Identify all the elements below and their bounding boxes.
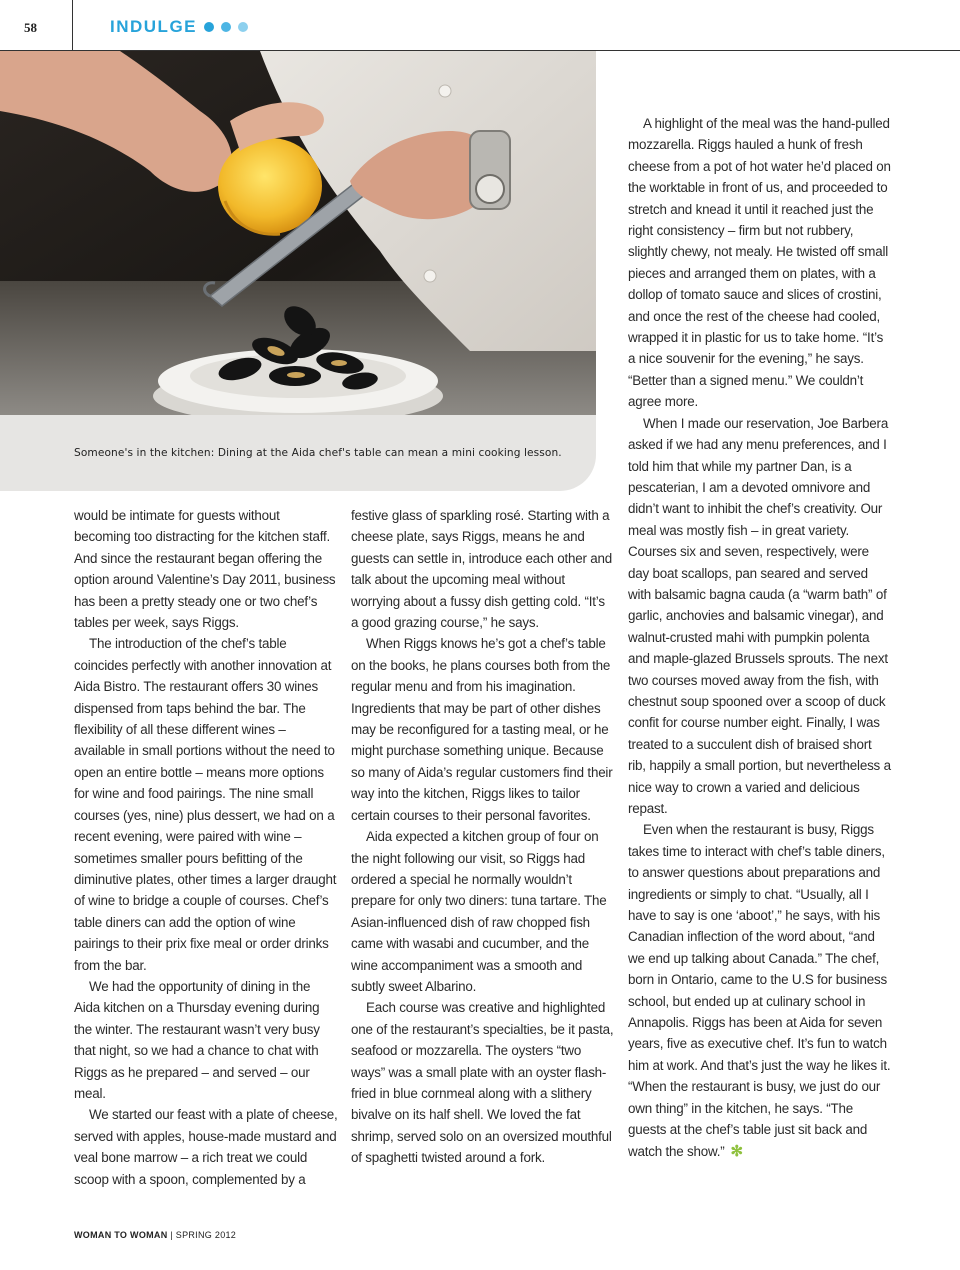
- photo-caption: Someone's in the kitchen: Dining at the Aida chef's table can mean a mini cooking lesson.: [74, 447, 562, 459]
- article-column-2: [351, 505, 615, 1169]
- issue-label: SPRING 2012: [175, 1230, 237, 1240]
- paragraph: A highlight of the meal was the hand-pulled mozzarella. Riggs hauled a hunk of fresh cheese from a pot of hot water he’d placed on the worktable in front of us, and proceeded to stretch and knead it until it reached just the right consistency – firm but not rubbery, slightly chewy, not mealy. He twisted off small pieces and arranged them on plates, with a dollop of tomato sauce and slices of crostini, and once the rest of the cheese had cooled, wrapped it in plastic for us to take home. “It’s a nice souvenir for the evening,” he says. “Better than a signed menu.” We couldn’t agree more.: [628, 116, 891, 410]
- section-label: [110, 17, 248, 37]
- paragraph: When I made our reservation, Joe Barbera asked if we had any menu preferences, and I told him that while my partner Dan, is a pescaterian, I am a devoted omnivore and didn’t want to inhibit the chef’s creativity. Our meal was mostly fish – in great variety. Courses six and seven, respectively, were day boat scallops, pan seared and served with balsamic bagna cauda (a “warm bath” of garlic, anchovies and balsamic vinegar), and walnut-crusted mahi with pumpkin polenta and maple-glazed Brussels sprouts. The next two courses moved away from the fish, with chestnut soup spooned over a scoop of duck confit for course number eight. Finally, I was treated to a succulent dish of braised short rib, happily a small portion, but nevertheless a nice way to crown a varied and delicious repast.: [628, 415, 891, 816]
- paragraph: Aida expected a kitchen group of four on the night following our visit, so Riggs had ordered a special he normally wouldn’t prepare for only two diners: tuna tartare. The Asian-influenced dish of raw chopped fish came with wasabi and cucumber, and the wine accompaniment was a smooth and subtly sweet Albarino.: [351, 829, 607, 994]
- paragraph: festive glass of sparkling rosé. Starting with a cheese plate, says Riggs, means he and guests can settle in, introduce each other and talk about the upcoming meal without worrying about a fussy dish getting cold. “It’s a good grazing course,” he says.: [351, 508, 613, 631]
- article-column-3: [628, 113, 892, 1162]
- publication-name: WOMAN TO WOMAN: [74, 1230, 168, 1240]
- paragraph: The introduction of the chef’s table coincides perfectly with another innovation at Aida Bistro. The restaurant offers 30 wines dispensed from taps behind the bar. The flexibility of all these different wines – available in small portions without the need to open an entire bottle – means more options for wine and food pairings. The nine small courses (yes, nine) plus dessert, we had on a recent evening, were paired with wine – sometimes smaller pours befitting of the diminutive plates, other times a larger draught of wine to bridge a couple of courses. Chef’s table diners can add the option of wine pairings to their prix fixe meal or order drinks from the bar.: [74, 636, 337, 973]
- footer: [74, 1230, 236, 1240]
- paragraph: would be intimate for guests without becoming too distracting for the kitchen staff. And since the restaurant began offering the option around Valentine’s Day 2011, business has been a pretty steady one or two chef’s tables per week, says Riggs.: [74, 508, 336, 631]
- paragraph: [628, 819, 892, 1162]
- end-mark-icon: ✻: [730, 1142, 743, 1160]
- paragraph: We had the opportunity of dining in the Aida kitchen on a Thursday evening during the winter. The restaurant wasn’t very busy that night, so we had a chance to chat with Riggs as he prepared – and served – our meal.: [74, 978, 320, 1101]
- paragraph: When Riggs knows he’s got a chef’s table on the books, he plans courses both from the regular menu and from his imagination. Ingredients that may be part of other dishes may be reconfigured for a tasting meal, or he might purchase something unique. Because so many of Aida’s regular customers find their way into the kitchen, Riggs likes to tailor certain courses to their personal favorites.: [351, 636, 613, 823]
- paragraph: We started our feast with a plate of cheese, served with apples, house-made mustard and veal bone marrow – a rich treat we could scoop with a spoon, complemented by a: [74, 1107, 338, 1187]
- article-column-1: [74, 505, 338, 1190]
- page-number: 58: [24, 20, 37, 35]
- section-dot-1: [204, 22, 214, 32]
- chef-photo: [0, 51, 596, 415]
- photo-caption-box: [0, 415, 596, 491]
- section-dot-2: [221, 22, 231, 32]
- section-title: INDULGE: [110, 17, 197, 36]
- section-dot-3: [238, 22, 248, 32]
- header-divider-vertical: [72, 0, 73, 50]
- paragraph-text: Even when the restaurant is busy, Riggs takes time to interact with chef’s table diners, to answer questions about preparations and ingredients or simply to chat. “Usually, all I have to say is one ‘aboot’,” he says, with his Canadian inflection of the word about, “and we end up talking about Canada.” The chef, born in Ontario, came to the U.S for business school, but ended up at culinary school in Annapolis. Riggs has been at Aida for seven years, five as executive chef. It’s fun to watch him at work. And that’s just the way he likes it. “When the restaurant is busy, we just do our own thing” in the kitchen, he says. “The guests at the chef’s table just sit back and watch the show.”: [628, 822, 891, 1159]
- paragraph: Each course was creative and highlighted one of the restaurant’s specialties, be it pasta, seafood or mozzarella. The oysters “two ways” was a small plate with an oyster flash-fried in blue cornmeal along with a slithery bivalve on its half shell. We loved the fat shrimp, served solo on an oversized mouthful of spaghetti twisted around a fork.: [351, 1000, 614, 1166]
- footer-separator: |: [167, 1230, 176, 1240]
